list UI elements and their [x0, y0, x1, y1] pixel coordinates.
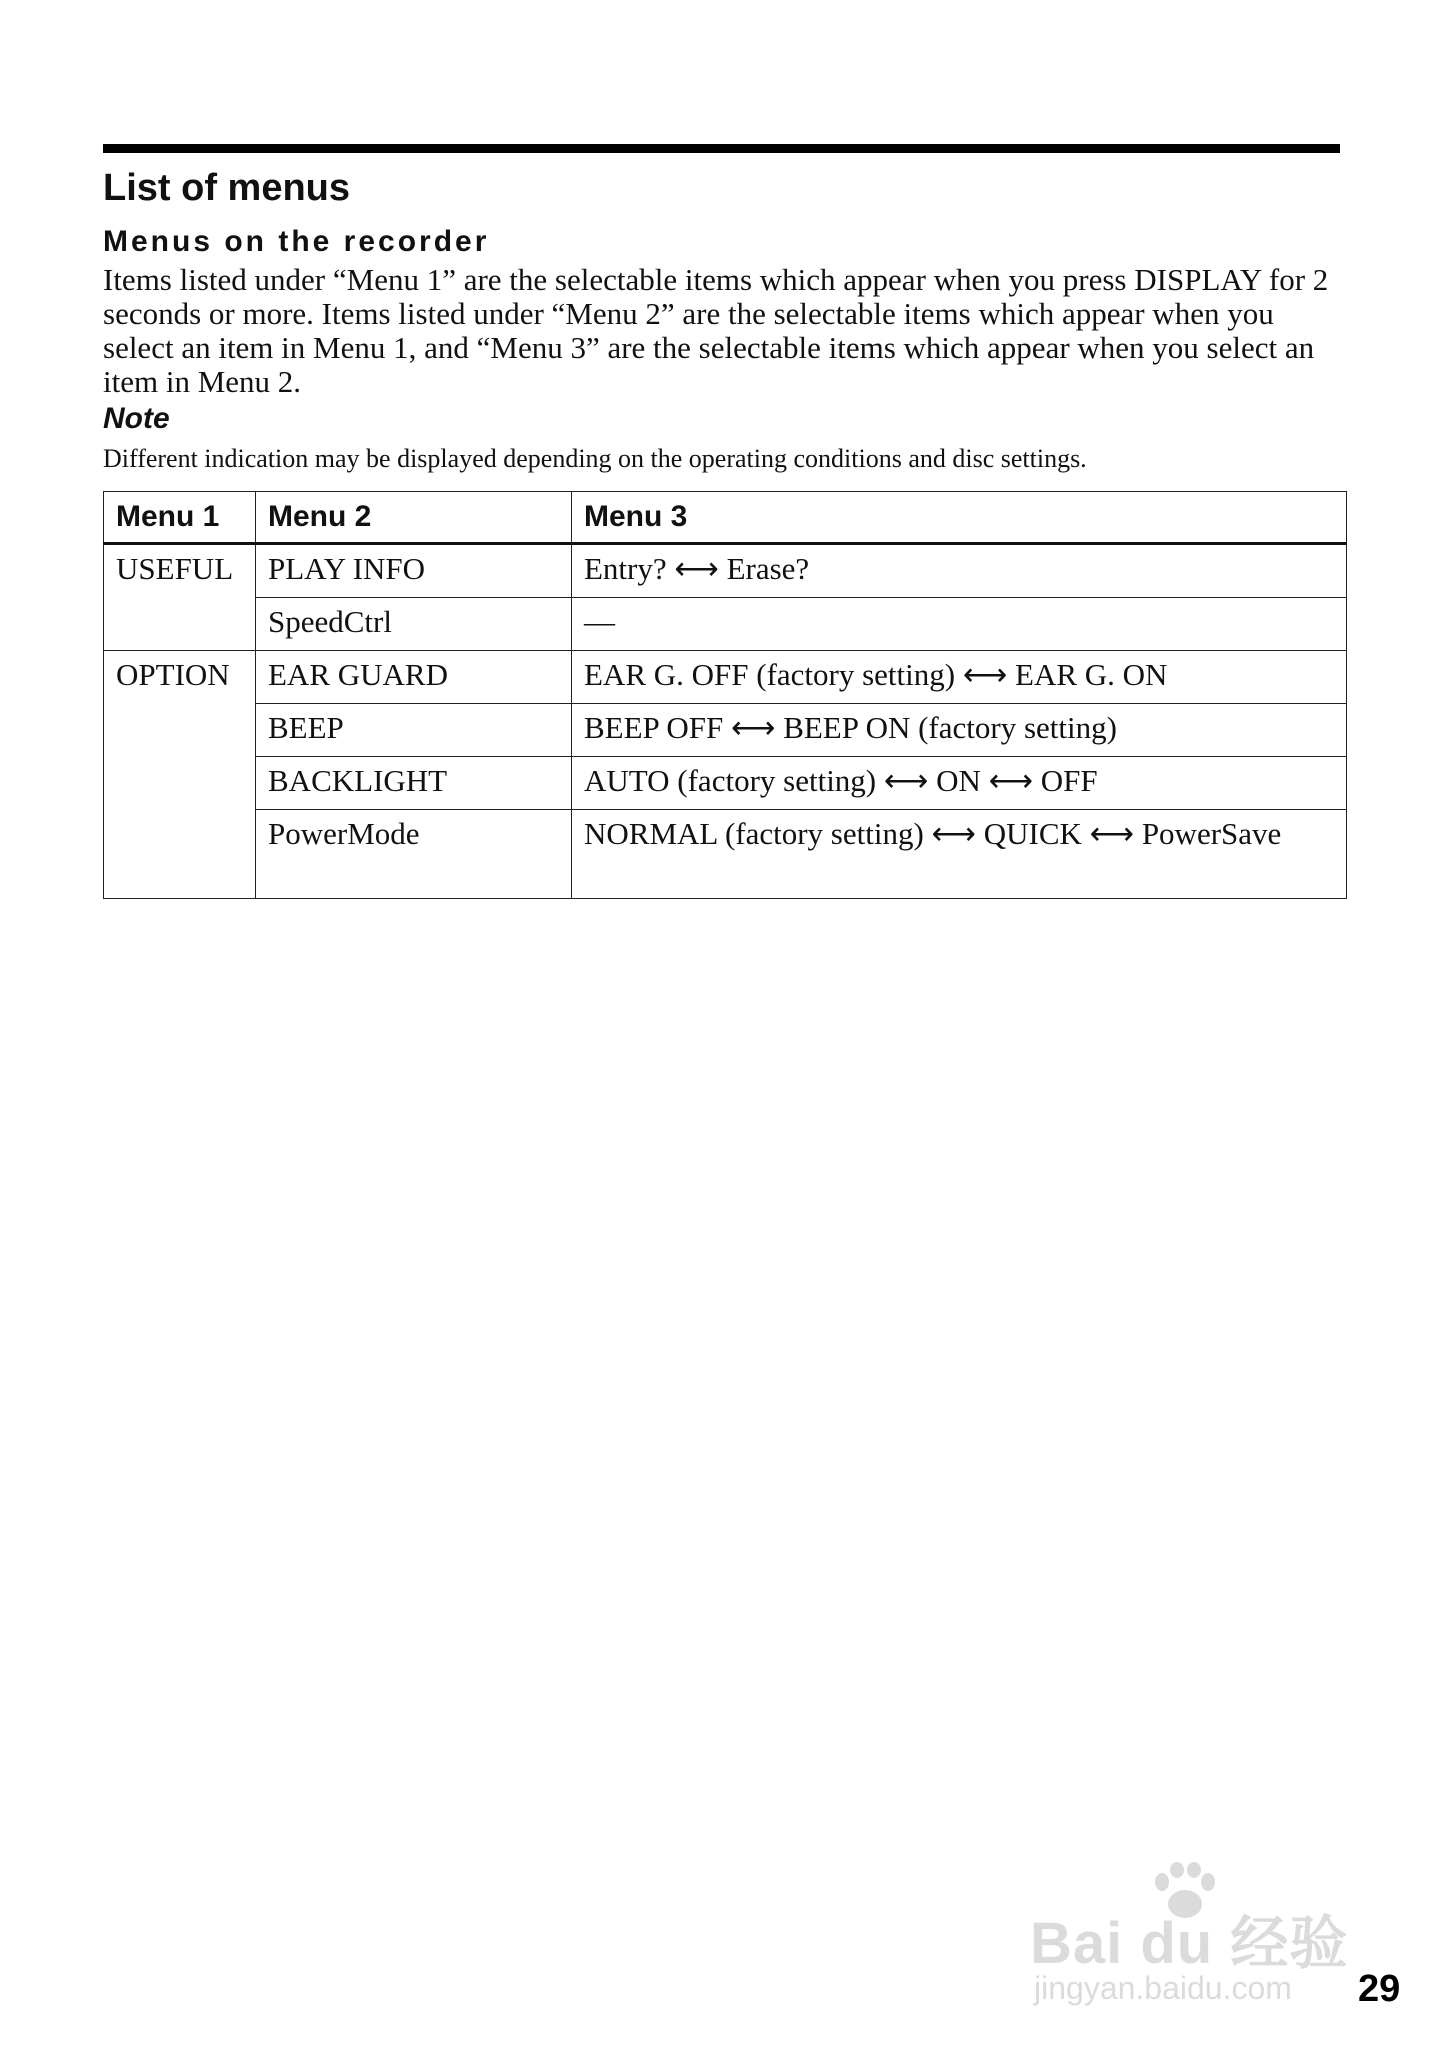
menu3-cell: BEEP OFF ⟷ BEEP ON (factory setting) — [572, 704, 1347, 757]
menu2-cell: EAR GUARD — [256, 651, 572, 704]
note-label: Note — [103, 402, 170, 435]
table-row — [104, 598, 1347, 651]
menu2-cell: BACKLIGHT — [256, 757, 572, 810]
menu3-cell: AUTO (factory setting) ⟷ ON ⟷ OFF — [572, 757, 1347, 810]
header-menu-2: Menu 2 — [256, 492, 572, 544]
watermark-url: jingyan.baidu.com — [1034, 1970, 1292, 2006]
watermark-logo: Bai du 经验 — [1030, 1911, 1349, 1976]
menu3-cell: — — [572, 598, 1347, 651]
table-row — [104, 704, 1347, 757]
menu2-cell: PowerMode — [256, 810, 572, 899]
page-number: 29 — [1358, 1968, 1401, 2010]
manual-page — [103, 144, 1340, 899]
menu1-cell: USEFUL — [104, 544, 256, 651]
menu3-cell: Entry? ⟷ Erase? — [572, 544, 1347, 598]
section-title: List of menus — [103, 167, 351, 209]
table-header-row — [104, 492, 1347, 544]
menu3-cell: EAR G. OFF (factory setting) ⟷ EAR G. ON — [572, 651, 1347, 704]
menu3-cell: NORMAL (factory setting) ⟷ QUICK ⟷ PowerSave — [572, 810, 1347, 899]
menu2-cell: SpeedCtrl — [256, 598, 572, 651]
baidu-watermark — [1030, 1862, 1370, 2012]
table-row — [104, 544, 1347, 598]
menu1-cell: OPTION — [104, 651, 256, 899]
intro-paragraph: Items listed under “Menu 1” are the selectable items which appear when you press DISPLAY for 2 seconds or more. Items listed under “Menu 2” are the selectable items which appear when you select an item in Menu 1, and “Menu 3” are the selectable items which appear when you select an item in Menu 2. — [103, 262, 1329, 399]
table-row — [104, 810, 1347, 899]
header-menu-3: Menu 3 — [572, 492, 1347, 544]
subsection-title: Menus on the recorder — [103, 225, 490, 258]
menu2-cell: BEEP — [256, 704, 572, 757]
menu-table — [103, 491, 1347, 899]
menu2-cell: PLAY INFO — [256, 544, 572, 598]
header-menu-1: Menu 1 — [104, 492, 256, 544]
table-row — [104, 651, 1347, 704]
table-row — [104, 757, 1347, 810]
note-text: Different indication may be displayed depending on the operating conditions and disc settings. — [103, 444, 1087, 473]
top-rule — [103, 144, 1340, 153]
